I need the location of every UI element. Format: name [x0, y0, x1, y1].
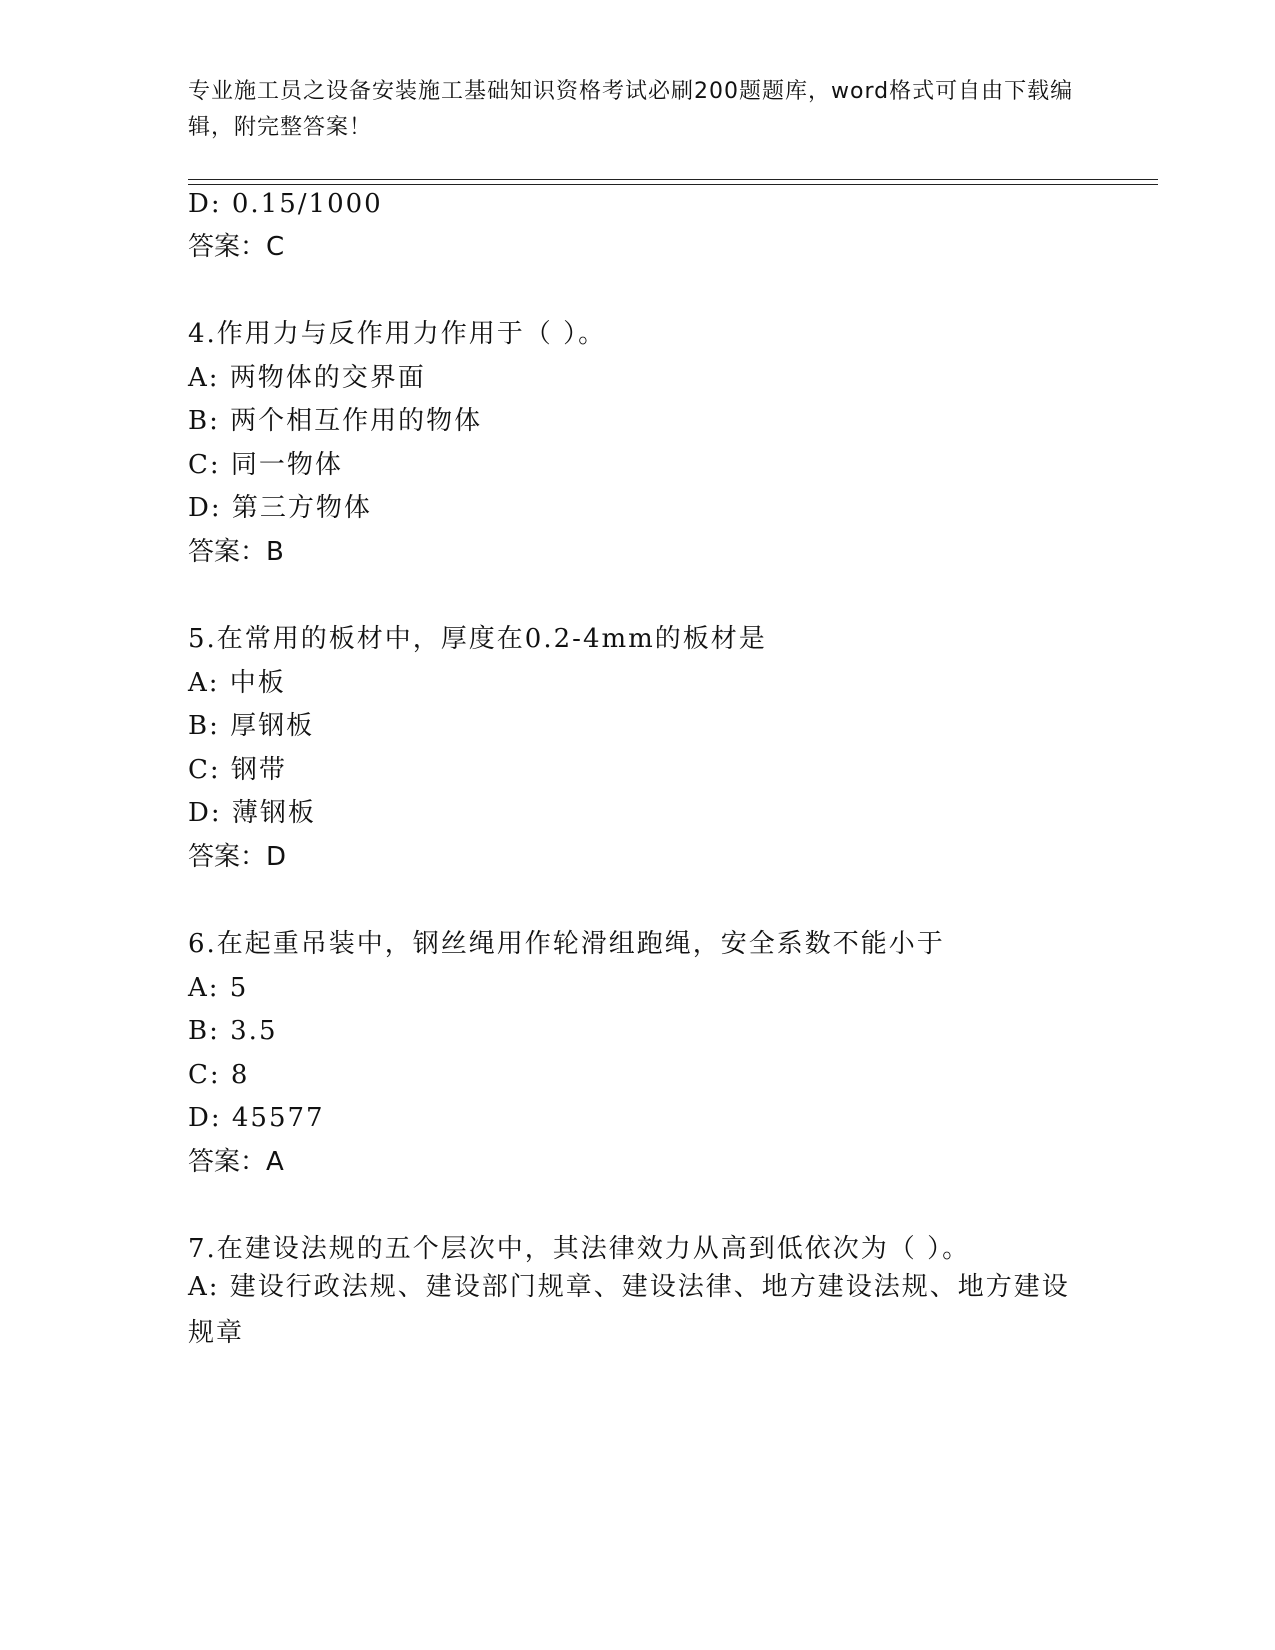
q4-option-a: A: 两物体的交界面 — [188, 363, 426, 393]
q3-option-d: D: 0.15/1000 — [188, 189, 383, 219]
q5-option-d: D: 薄钢板 — [188, 798, 316, 828]
document-header: 专业施工员之设备安装施工基础知识资格考试必刷200题题库，word格式可自由下载编辑，附完整答案！ — [188, 79, 1074, 140]
header-rule-bottom — [188, 184, 1158, 185]
q6-option-c: C: 8 — [188, 1060, 250, 1090]
q5-option-c: C: 钢带 — [188, 755, 287, 785]
q4-answer: 答案：B — [188, 537, 284, 567]
q7-option-a: A: 建设行政法规、建设部门规章、建设法律、地方建设法规、地方建设规章 — [188, 1272, 1070, 1348]
q7-stem: 7.在建设法规的五个层次中，其法律效力从高到低依次为（ ）。 — [188, 1234, 971, 1264]
q6-option-a: A: 5 — [188, 973, 249, 1003]
q3-answer: 答案：C — [188, 232, 285, 262]
q6-stem: 6.在起重吊装中，钢丝绳用作轮滑组跑绳，安全系数不能小于 — [188, 929, 945, 959]
q4-option-c: C: 同一物体 — [188, 450, 343, 480]
q4-option-d: D: 第三方物体 — [188, 493, 372, 523]
q5-option-a: A: 中板 — [188, 668, 286, 698]
q6-option-d: D: 45577 — [188, 1103, 325, 1133]
q5-option-b: B: 厚钢板 — [188, 711, 315, 741]
q6-answer: 答案：A — [188, 1147, 284, 1177]
q4-stem: 4.作用力与反作用力作用于（ ）。 — [188, 319, 607, 349]
header-rule-top — [188, 179, 1158, 180]
q5-stem: 5.在常用的板材中，厚度在0.2-4mm的板材是 — [188, 624, 767, 654]
q5-answer: 答案：D — [188, 842, 287, 872]
q4-option-b: B: 两个相互作用的物体 — [188, 406, 483, 436]
q6-option-b: B: 3.5 — [188, 1016, 278, 1046]
